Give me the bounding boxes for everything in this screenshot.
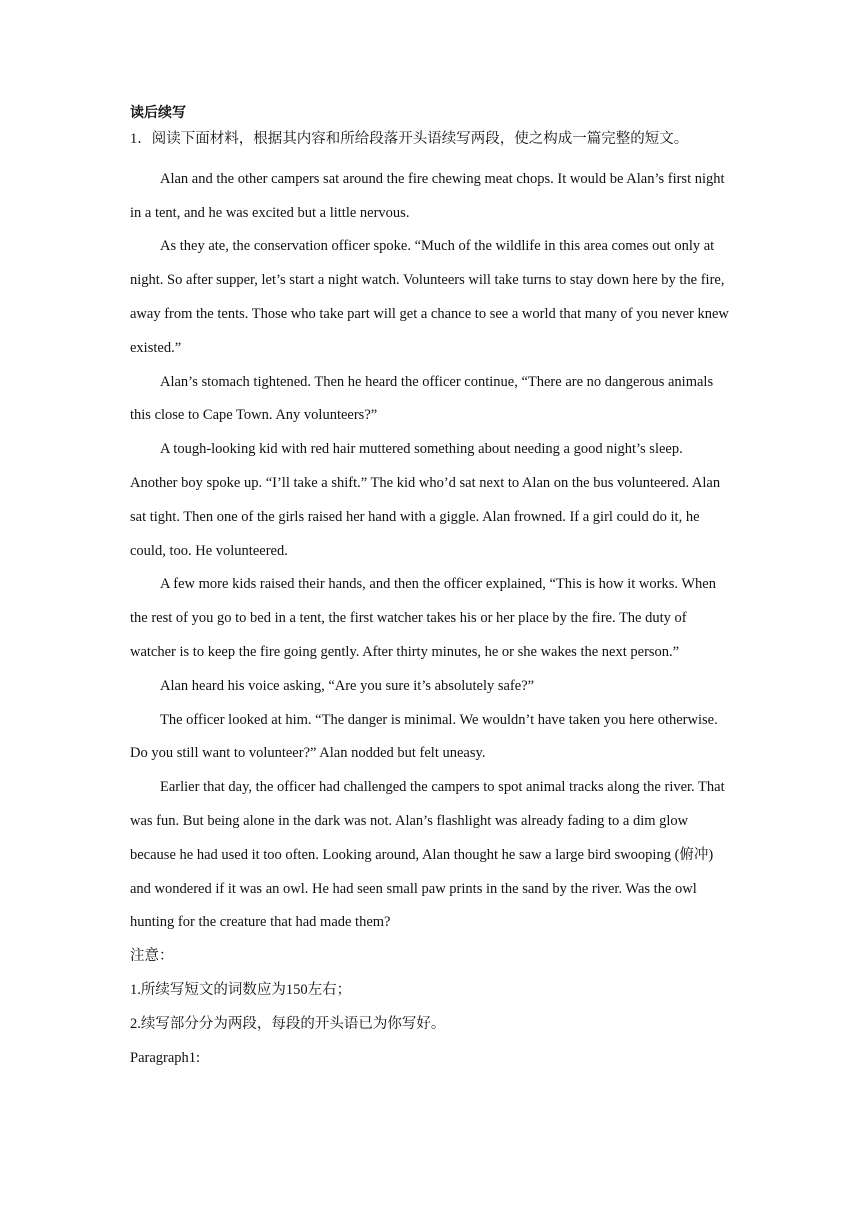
story-paragraph-6: Alan heard his voice asking, “Are you sure it’s absolutely safe?” [160, 677, 535, 694]
document-page [130, 103, 730, 1075]
story-paragraph-4: A tough-looking kid with red hair muttered something about needing a good night’s sleep. Another boy spoke up. “I’ll take a shift.” The kid who’d sat next to Alan on the bus volunteered. Alan sat tight. Then one of the girls raised her hand with a giggle. Alan frowned. If a girl could do it, he could, too. He volunteered. [130, 441, 721, 559]
story-paragraph-7: The officer looked at him. “The danger is minimal. We wouldn’t have taken you here otherwise. Do you still want to volunteer?” Alan nodded but felt uneasy. [130, 711, 718, 762]
story-paragraph-2: As they ate, the conservation officer spoke. “Much of the wildlife in this area comes out only at night. So after supper, let’s start a night watch. Volunteers will take turns to stay down here by the fire, away from the tents. Those who take part will get a chance to see a world that many of you never knew existed.” [130, 238, 729, 356]
story-paragraph-8: Earlier that day, the officer had challenged the campers to spot animal tracks along the river. That was fun. But being alone in the dark was not. Alan’s flashlight was already fading to a dim glow because he had used it too often. Looking around, Alan thought he saw a large bird swooping (俯冲) and wondered if it was an owl. He had seen small paw prints in the sand by the river. Was the owl hunting for the creature that had made them? [130, 779, 725, 931]
section-title: 读后续写 [130, 105, 186, 121]
story-paragraph-3: Alan’s stomach tightened. Then he heard the officer continue, “There are no dangerous animals this close to Cape Town. Any volunteers?” [130, 373, 714, 424]
story-paragraph-1: Alan and the other campers sat around the fire chewing meat chops. It would be Alan’s first night in a tent, and he was excited but a little nervous. [130, 170, 725, 221]
note-item-1: 1.所续写短文的词数应为150左右； [130, 981, 352, 998]
question-instruction: 1．阅读下面材料，根据其内容和所给段落开头语续写两段，使之构成一篇完整的短文。 [130, 131, 689, 147]
paragraph-label: Paragraph1: [130, 1049, 201, 1066]
note-item-2: 2.续写部分分为两段，每段的开头语已为你写好。 [130, 1015, 446, 1032]
story-paragraph-5: A few more kids raised their hands, and then the officer explained, “This is how it works. When the rest of you go to bed in a tent, the first watcher takes his or her place by the fire. The duty of watcher is to keep the fire going gently. After thirty minutes, he or she wakes the next person.” [130, 576, 716, 660]
notes-heading: 注意： [130, 948, 174, 965]
